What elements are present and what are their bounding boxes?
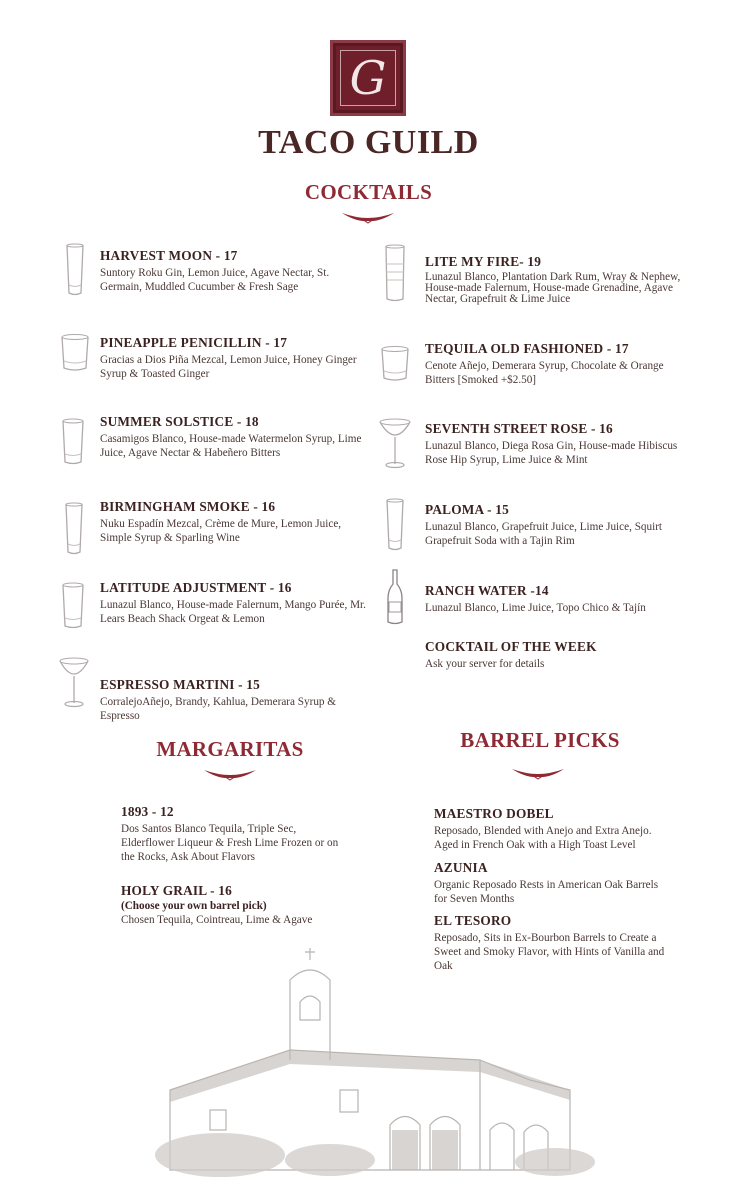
item-name: EL TESORO — [434, 913, 512, 928]
item-name: MAESTRO DOBEL — [434, 806, 554, 821]
item-desc: CorralejoAñejo, Brandy, Kahlua, Demerara Syrup & Espresso — [100, 696, 337, 722]
item-name: LITE MY FIRE- 19 — [425, 254, 542, 269]
barrel-item — [434, 806, 674, 852]
item-desc: Ask your server for details — [425, 658, 545, 670]
rocks-glass-icon — [60, 333, 90, 373]
highball-glass-icon — [64, 502, 84, 556]
barrel-picks-swoosh-icon — [510, 766, 566, 780]
highball-glass-icon — [64, 243, 86, 297]
item-desc: Suntory Roku Gin, Lemon Juice, Agave Nectar, St. Germain, Muddled Cucumber & Fresh Sage — [100, 267, 330, 293]
rocks-glass-icon — [380, 345, 410, 383]
item-name: COCKTAIL OF THE WEEK — [425, 639, 597, 654]
item-desc: Cenote Añejo, Demerara Syrup, Chocolate & Orange Bitters [Smoked +$2.50] — [425, 360, 664, 386]
cocktail-item — [100, 580, 370, 626]
cocktail-item — [100, 335, 370, 381]
cocktail-item — [425, 421, 695, 467]
barrel-picks-heading: BARREL PICKS — [460, 728, 620, 752]
cocktail-item — [100, 677, 370, 723]
item-desc: Reposado, Blended with Anejo and Extra Anejo. Aged in French Oak with a High Toast Level — [434, 825, 652, 851]
margaritas-heading: MARGARITAS — [156, 737, 304, 761]
item-desc: Lunazul Blanco, Grapefruit Juice, Lime Juice, Squirt Grapefruit Soda with a Tajin Rim — [425, 521, 663, 547]
coupe-glass-icon — [378, 418, 412, 470]
logo-letter: G — [349, 51, 387, 105]
item-name: AZUNIA — [434, 860, 488, 875]
item-desc: Gracias a Dios Piña Mezcal, Lemon Juice, Honey Ginger Syrup & Toasted Ginger — [100, 354, 357, 380]
item-name: SEVENTH STREET ROSE - 16 — [425, 421, 613, 436]
collins-glass-icon — [384, 244, 406, 302]
item-name: 1893 - 12 — [121, 804, 174, 819]
cocktail-item — [425, 254, 695, 305]
pint-glass-icon — [61, 418, 85, 466]
bottle-icon — [386, 568, 404, 626]
cocktails-swoosh-icon — [340, 210, 396, 224]
cocktail-item — [100, 248, 370, 294]
cocktail-item — [425, 583, 695, 615]
margaritas-swoosh-icon — [202, 767, 258, 781]
cocktails-heading: COCKTAILS — [304, 180, 433, 204]
cocktail-item — [425, 639, 695, 671]
item-desc: Reposado, Sits in Ex-Bourbon Barrels to Create a Sweet and Smoky Flavor, with Hints of Vanilla and Oak — [434, 932, 665, 972]
item-name: ESPRESSO MARTINI - 15 — [100, 677, 260, 692]
logo-frame — [340, 50, 396, 106]
item-name: PINEAPPLE PENICILLIN - 17 — [100, 335, 288, 350]
item-name: HOLY GRAIL - 16 — [121, 883, 232, 898]
item-desc: Chosen Tequila, Cointreau, Lime & Agave — [121, 914, 313, 926]
item-name: BIRMINGHAM SMOKE - 16 — [100, 499, 276, 514]
cocktail-item — [100, 499, 370, 545]
item-name: RANCH WATER -14 — [425, 583, 549, 598]
cocktail-item — [425, 341, 695, 387]
item-desc: Dos Santos Blanco Tequila, Triple Sec, Elderflower Liqueur & Fresh Lime Frozen or on the Rocks, Ask About Flavors — [121, 823, 339, 863]
margarita-item — [121, 804, 346, 864]
item-desc: Casamigos Blanco, House-made Watermelon Syrup, Lime Juice, Agave Nectar & Habeñero Bitters — [100, 433, 362, 459]
cocktail-item — [425, 502, 695, 548]
barrel-item — [434, 860, 659, 906]
item-name: TEQUILA OLD FASHIONED - 17 — [425, 341, 629, 356]
highball-glass-icon — [385, 498, 405, 552]
brand-name: TACO GUILD — [258, 124, 479, 161]
item-name: SUMMER SOLSTICE - 18 — [100, 414, 259, 429]
item-name: LATITUDE ADJUSTMENT - 16 — [100, 580, 292, 595]
item-name: PALOMA - 15 — [425, 502, 509, 517]
item-desc: Lunazul Blanco, House-made Falernum, Mango Purée, Mr. Lears Beach Shack Orgeat & Lemon — [100, 599, 366, 625]
item-desc: Lunazul Blanco, Plantation Dark Rum, Wray & Nephew, House-made Falernum, House-made Grenadine, Agave Nectar, Grapefruit & Lime Juice — [425, 271, 681, 305]
logo — [330, 40, 406, 116]
item-desc: Nuku Espadín Mezcal, Crème de Mure, Lemon Juice, Simple Syrup & Sparling Wine — [100, 518, 342, 544]
pint-glass-icon — [61, 582, 85, 630]
mission-building-illustration — [150, 940, 600, 1180]
margarita-item — [121, 883, 351, 927]
item-desc: Lunazul Blanco, Lime Juice, Topo Chico & Tajín — [425, 602, 646, 614]
item-desc: Organic Reposado Rests in American Oak Barrels for Seven Months — [434, 879, 659, 905]
coupe-glass-icon — [58, 657, 90, 709]
cocktail-item — [100, 414, 370, 460]
item-note: (Choose your own barrel pick) — [121, 900, 267, 912]
item-desc: Lunazul Blanco, Diega Rosa Gin, House-made Hibiscus Rose Hip Syrup, Lime Juice & Mint — [425, 440, 678, 466]
item-name: HARVEST MOON - 17 — [100, 248, 238, 263]
